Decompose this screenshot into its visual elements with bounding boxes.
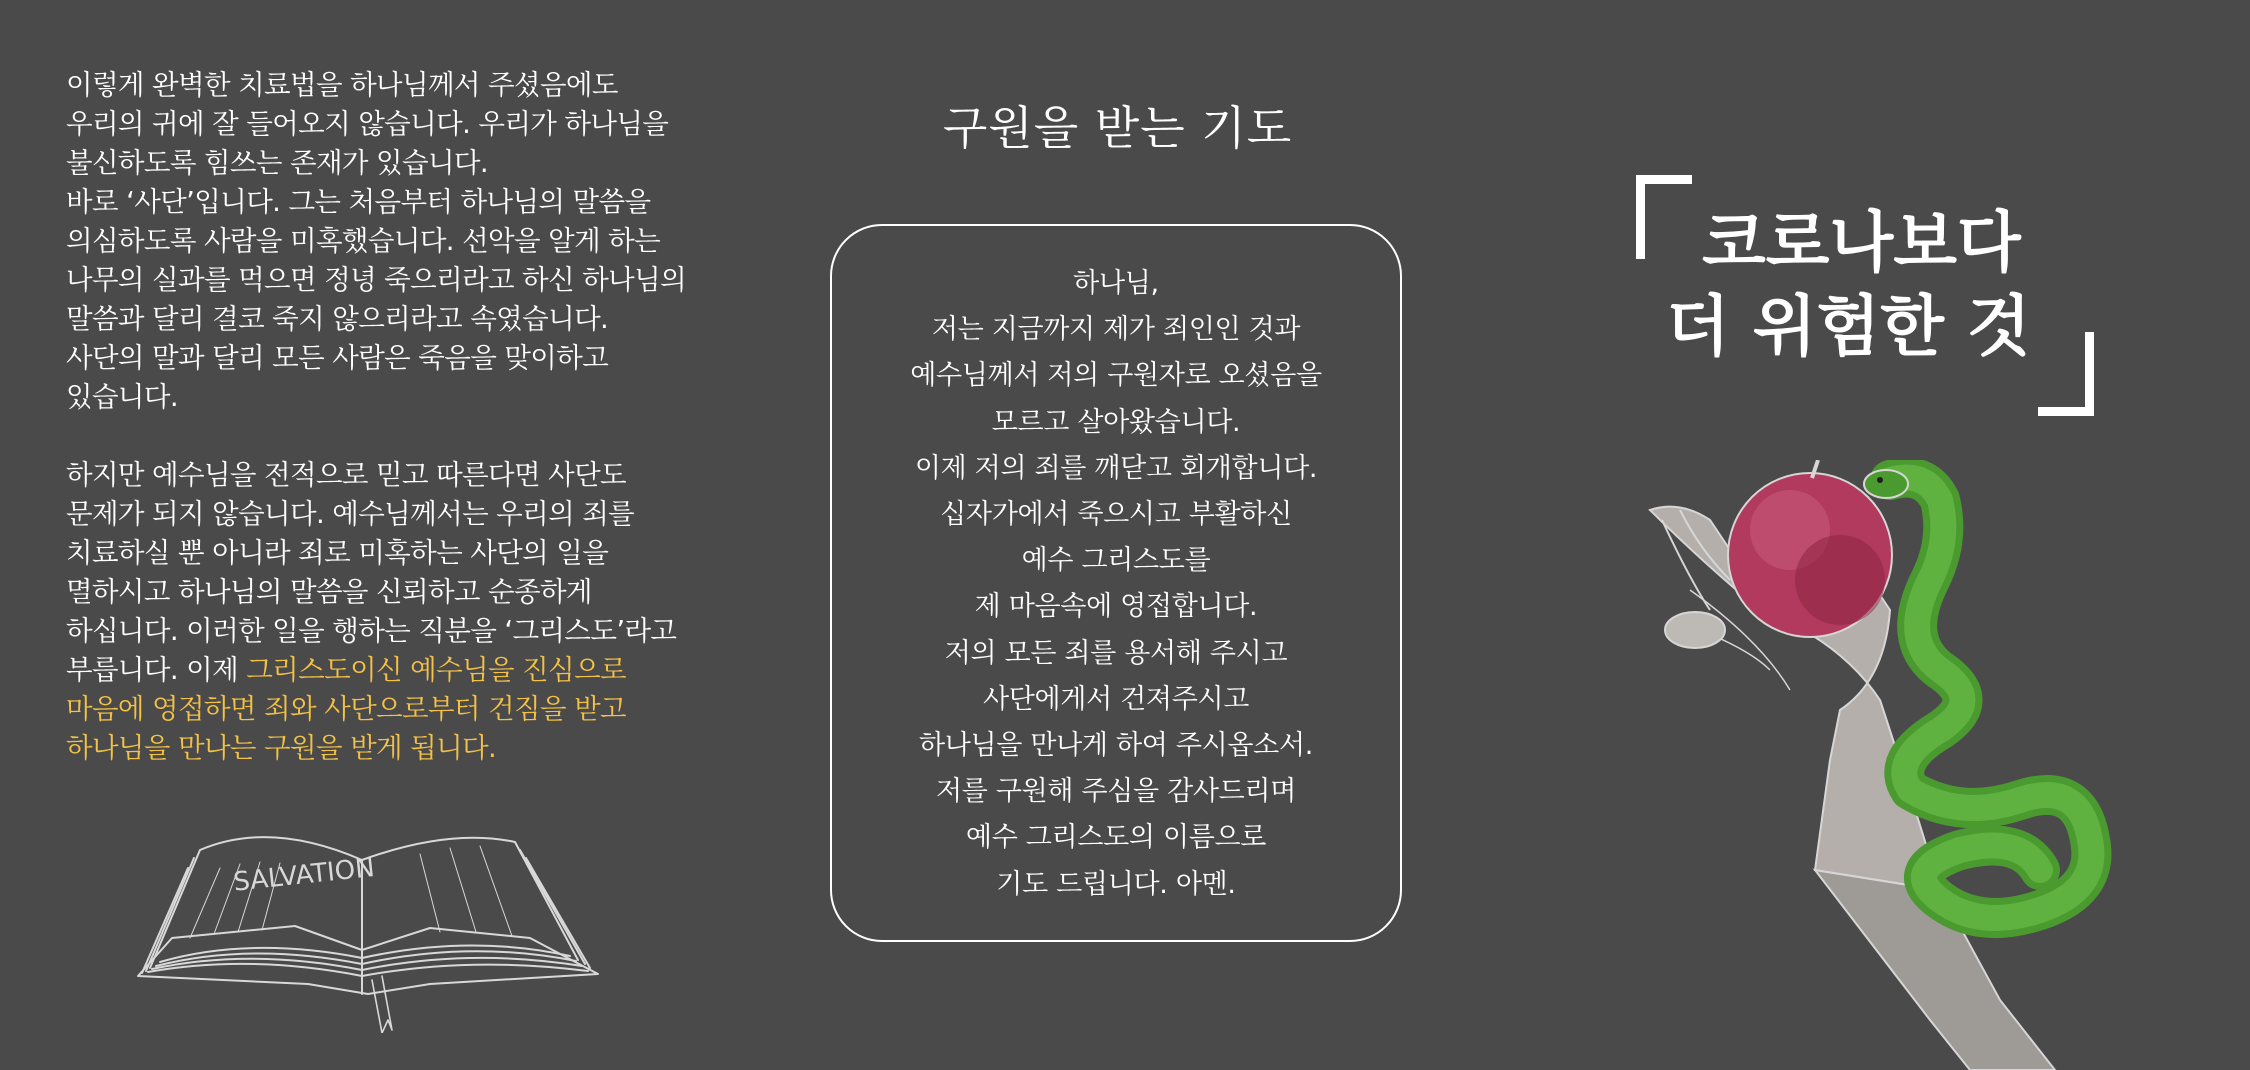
- prayer-line: 모르고 살아왔습니다.: [991, 406, 1241, 438]
- text-line: 치료하실 뿐 아니라 죄로 미혹하는 사단의 일을: [66, 537, 609, 569]
- headline-line-2: 더 위험한 것: [1666, 287, 2031, 365]
- text-line: 있습니다.: [66, 381, 179, 413]
- text-line: 불신하도록 힘쓰는 존재가 있습니다.: [66, 147, 489, 179]
- book-cover-label: SALVATION: [231, 853, 377, 898]
- open-book-illustration: [130, 808, 610, 1033]
- text-line: 사단의 말과 달리 모든 사람은 죽음을 맞이하고: [66, 342, 609, 374]
- paragraph-sin-and-satan: [66, 66, 706, 417]
- highlighted-text-line: 마음에 영접하면 죄와 사단으로부터 건짐을 받고: [66, 693, 627, 725]
- prayer-line: 십자가에서 죽으시고 부활하신: [940, 499, 1292, 531]
- headline-line-1: 코로나보다: [1702, 203, 2021, 281]
- prayer-line: 저의 모든 죄를 용서해 주시고: [944, 637, 1288, 669]
- text-line: 멸하시고 하나님의 말씀을 신뢰하고 순종하게: [66, 576, 592, 608]
- prayer-line: 이제 저의 죄를 깨닫고 회개합니다.: [914, 452, 1318, 484]
- headline-title: [1660, 200, 2060, 368]
- prayer-line: 하나님을 만나게 하여 주시옵소서.: [918, 730, 1314, 762]
- text-line: 바로 ‘사단’입니다. 그는 처음부터 하나님의 말씀을: [66, 186, 651, 218]
- prayer-line: 예수 그리스도의 이름으로: [965, 822, 1267, 854]
- prayer-line: 저를 구원해 주심을 감사드리며: [935, 776, 1296, 808]
- highlighted-text: 그리스도이신 예수님을 진심으로: [246, 654, 627, 686]
- prayer-line: 예수님께서 저의 구원자로 오셨음을: [910, 360, 1322, 392]
- prayer-title: 구원을 받는 기도: [942, 101, 1293, 155]
- highlighted-text-line: 하나님을 만나는 구원을 받게 됩니다.: [66, 732, 497, 764]
- text-segment: 부릅니다. 이제: [66, 654, 247, 686]
- prayer-line: 하나님,: [1073, 268, 1159, 299]
- text-line: 말씀과 달리 결코 죽지 않으리라고 속였습니다.: [66, 303, 609, 335]
- text-line: 하십니다. 이러한 일을 행하는 직분을 ‘그리스도’라고: [66, 615, 677, 647]
- prayer-line: 제 마음속에 영접합니다.: [974, 591, 1258, 623]
- prayer-line: 예수 그리스도를: [1021, 545, 1211, 577]
- paragraph-salvation: [66, 456, 706, 768]
- text-line: 이렇게 완벽한 치료법을 하나님께서 주셨음에도: [66, 69, 618, 101]
- hand-apple-serpent-illustration: [1640, 460, 2120, 1070]
- text-line: 문제가 되지 않습니다. 예수님께서는 우리의 죄를: [66, 498, 635, 530]
- prayer-line: 기도 드립니다. 아멘.: [996, 868, 1236, 900]
- prayer-text: [830, 261, 1402, 908]
- text-line-mixed: [66, 651, 706, 690]
- text-line: 하지만 예수님을 전적으로 믿고 따른다면 사단도: [66, 459, 627, 491]
- text-line: 의심하도록 사람을 미혹했습니다. 선악을 알게 하는: [66, 225, 661, 257]
- text-line: 나무의 실과를 먹으면 정녕 죽으리라고 하신 하나님의: [66, 264, 687, 296]
- text-line: 우리의 귀에 잘 들어오지 않습니다. 우리가 하나님을: [66, 108, 669, 140]
- left-text-column: [66, 66, 706, 768]
- prayer-line: 사단에게서 건져주시고: [982, 683, 1250, 715]
- prayer-line: 저는 지금까지 제가 죄인인 것과: [931, 314, 1301, 346]
